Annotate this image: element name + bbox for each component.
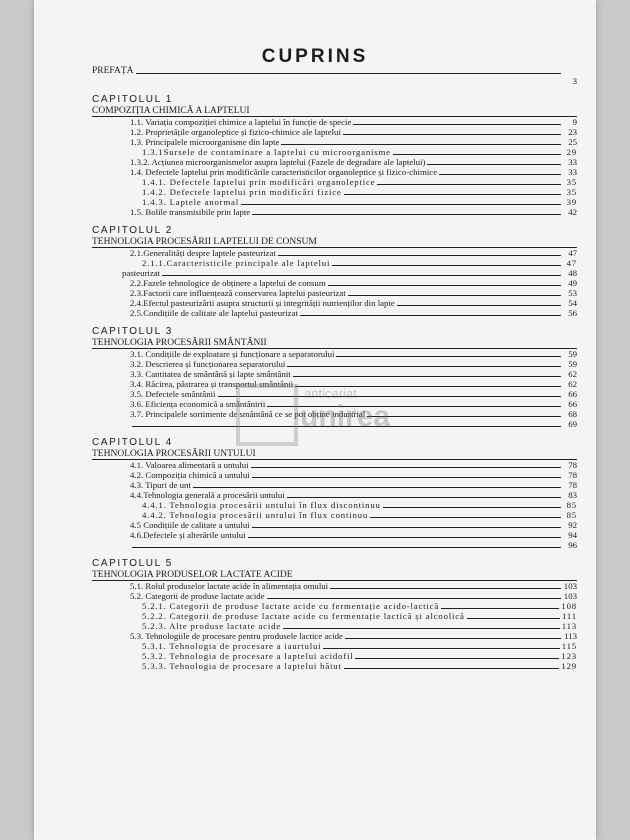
toc-entry-page: 78 [568, 480, 577, 490]
toc-entry-page: 123 [561, 651, 577, 661]
toc-entry-page: 94 [568, 530, 577, 540]
toc-entry-page: 92 [568, 520, 577, 530]
toc-entry-label: 4.5 Condițiile de calitate a untului [130, 520, 250, 530]
toc-entry-label: 3.7. Principalele sortimente de smântână ce se pot obține industrial [130, 409, 366, 419]
toc-entry-label: 5.1. Rolul produselor lactate acide în alimentația omului [130, 581, 329, 591]
leader-line [343, 134, 561, 135]
toc-entry [92, 157, 577, 167]
leader-line [267, 598, 561, 599]
toc-entry-page: 9 [572, 117, 577, 127]
preface-entry [92, 64, 577, 76]
leader-line [355, 658, 559, 659]
leader-line [132, 426, 561, 427]
leader-line [332, 265, 561, 266]
preface-page-row-page: 3 [572, 76, 577, 86]
toc-entry-label: 1.3. Principalele microorganisme din lapte [130, 137, 280, 147]
toc-entry [92, 470, 577, 480]
toc-entry-page: 78 [568, 470, 577, 480]
toc-entry [92, 520, 577, 530]
toc-entry-page: 39 [566, 197, 577, 207]
watermark-small-text: anticariat [304, 386, 357, 401]
leader-line [218, 396, 562, 397]
chapter-spacer [92, 429, 577, 437]
watermark-big-text: unirea [300, 400, 391, 433]
toc-entry-page: 113 [564, 631, 577, 641]
toc-entry [92, 288, 577, 298]
toc-entry-page: 33 [568, 167, 577, 177]
toc-entry [92, 127, 577, 137]
page-title: CUPRINS [261, 46, 369, 67]
toc-entry [92, 147, 577, 157]
toc-entry-page: 111 [562, 611, 577, 621]
toc-entry-page: 25 [568, 137, 577, 147]
chapter-spacer [92, 550, 577, 558]
toc-entry-page: 108 [561, 601, 577, 611]
leader-line [330, 588, 561, 589]
toc-entry-label: 1.2. Proprietățile organoleptice și fizico-chimice ale laptelui [130, 127, 341, 137]
leader-line [439, 174, 561, 175]
toc-entry [92, 379, 577, 389]
toc-entry [92, 167, 577, 177]
toc-entry [92, 349, 577, 359]
chapter-title: TEHNOLOGIA PROCESĂRII UNTULUI [92, 449, 577, 460]
toc-entry-label: 5.2. Categorii de produse lactate acide [130, 591, 265, 601]
toc-entry [92, 308, 577, 318]
toc-entry [92, 621, 577, 631]
leader-line [251, 467, 561, 468]
toc-entry-label: 2.1.Generalități despre laptele pasteurizat [130, 248, 276, 258]
toc-entry-label: 5.3.2. Tehnologia de procesare a laptelui acidofil [142, 651, 354, 661]
toc-entry [92, 460, 577, 470]
toc-entry-page: 47 [568, 248, 577, 258]
toc-entry [92, 641, 577, 651]
toc-entry [92, 651, 577, 661]
toc-entry [92, 500, 577, 510]
toc-entry-label: 1.4.1. Defectele laptelui prin modificări organoleptice [142, 177, 376, 187]
toc-entry [92, 409, 577, 419]
toc-entry-label: 4.4.2. Tehnologia procesării untului în flux continuu [142, 510, 369, 520]
leader-line [267, 406, 561, 407]
toc-entry [92, 661, 577, 671]
toc-entry-page: 47 [566, 258, 577, 268]
toc-entry [92, 258, 577, 268]
toc-entry [92, 490, 577, 500]
chapter-spacer [92, 318, 577, 326]
toc-entry [92, 298, 577, 308]
toc-entry-page: 68 [568, 409, 577, 419]
leader-line [283, 628, 560, 629]
toc-entry-label: pasteurizat [122, 268, 161, 278]
leader-line [136, 73, 561, 74]
leader-line [132, 547, 561, 548]
toc-entry [92, 581, 577, 591]
leader-line [393, 154, 561, 155]
toc-entry-label: 1.1. Variația compoziției chimice a laptelui în funcție de specie [130, 117, 352, 127]
toc-entry-page: 113 [561, 621, 577, 631]
leader-line [370, 517, 561, 518]
leader-line [467, 618, 560, 619]
toc-entry-page: 29 [566, 147, 577, 157]
toc-entry-label: 5.2.3. Alte produse lactate acide [142, 621, 282, 631]
toc-entry-page: 33 [568, 157, 577, 167]
toc-entry-label: 4.3. Tipuri de unt [130, 480, 191, 490]
toc-entry [92, 480, 577, 490]
toc-entry-label: 1.3.1Sursele de contaminare a laptelui cu microorganisme [142, 147, 391, 157]
chapter-number: CAPITOLUL 2 [92, 225, 173, 236]
leader-line [287, 366, 561, 367]
toc-entry-page: 129 [561, 661, 577, 671]
toc-entry-label: 3.5. Defectele smântânii [130, 389, 216, 399]
toc-entry [92, 359, 577, 369]
toc-entry-label: 1.3.2. Acțiunea microorganismelor asupra laptelui (Fazele de degradare ale laptelui) [130, 157, 426, 167]
leader-line [278, 255, 561, 256]
toc-entry-page: 42 [568, 207, 577, 217]
toc-entry-label: 2.4.Efectul pasteurizării asupra structurii și integrității nutrienților din lapte [130, 298, 395, 308]
leader-line [427, 164, 561, 165]
toc-entry-page: 96 [568, 540, 577, 550]
toc-entry-page: 23 [568, 127, 577, 137]
toc-entry-label: 5.2.2. Categorii de produse lactate acide cu fermentație lactică și alcoolică [142, 611, 465, 621]
toc-entry-page: 35 [566, 187, 577, 197]
leader-line [377, 184, 561, 185]
toc-entry-label: 2.3.Factorii care influențează conservarea laptelui pasteurizat [130, 288, 346, 298]
toc-entry [92, 187, 577, 197]
toc-entry [92, 207, 577, 217]
toc-entry-label: 5.3.1. Tehnologia de procesare a iaurtului [142, 641, 322, 651]
leader-line [367, 416, 561, 417]
leader-line [295, 386, 561, 387]
toc-entry-label: 1.4.3. Laptele anormal [142, 197, 239, 207]
document-page [34, 0, 596, 840]
toc-entry-label: 4.6.Defectele și alterările untului [130, 530, 246, 540]
leader-line [300, 315, 561, 316]
toc-entry [92, 601, 577, 611]
leader-line [344, 194, 561, 195]
toc-entry-page: 56 [568, 308, 577, 318]
toc-entry-label: 2.2.Fazele tehnologice de obținere a laptelui de consum [130, 278, 326, 288]
toc-entry [92, 591, 577, 601]
leader-line [441, 608, 559, 609]
toc-entry-page: 66 [568, 399, 577, 409]
toc-entry-label: 5.3.3. Tehnologia de procesare a laptelui bătut [142, 661, 342, 671]
toc-entry [92, 530, 577, 540]
toc-entry-label: 4.2. Compoziția chimică a untului [130, 470, 250, 480]
toc-entry-page: 115 [561, 641, 577, 651]
leader-line [287, 497, 561, 498]
toc-entry-label: 3.6. Eficiența economică a smântânirii [130, 399, 266, 409]
toc-entry-label: 2.5.Condițiile de calitate ale laptelui pasteurizat [130, 308, 298, 318]
toc-entry-label: 1.5. Bolile transmisibile prin lapte [130, 207, 251, 217]
toc-entry-label: 1.4.2. Defectele laptelui prin modificări fizice [142, 187, 342, 197]
toc-entry-label: 3.3. Cantitatea de smântână și lapte smântânit [130, 369, 291, 379]
toc-entry-page: 69 [568, 419, 577, 429]
toc-entry-page: 59 [568, 349, 577, 359]
leader-line [252, 477, 561, 478]
toc-entry-label: 5.3. Tehnologiile de procesare pentru produsele lactice acide [130, 631, 343, 641]
leader-line [281, 144, 561, 145]
toc-entry-label: 4.1. Valoarea alimentară a untului [130, 460, 249, 470]
leader-line [293, 376, 561, 377]
toc-entry-page: 62 [568, 379, 577, 389]
toc-entry [92, 137, 577, 147]
toc-entry-label: 3.4. Răcirea, păstrarea și transportul smântânii [130, 379, 294, 389]
leader-line [252, 527, 561, 528]
toc-entry-label: 4.4.Tehnologia generală a procesării untului [130, 490, 285, 500]
toc-entry [92, 117, 577, 127]
leader-line [252, 214, 561, 215]
leader-line [344, 668, 560, 669]
chapter-title: TEHNOLOGIA PROCESĂRII LAPTELUI DE CONSUM [92, 237, 577, 248]
chapter-number: CAPITOLUL 1 [92, 94, 173, 105]
toc-entry-label: 3.1. Condițiile de exploatare și funcționare a separatorului [130, 349, 335, 359]
toc-entry-label: 1.4. Defectele laptelui prin modificările caracteristicilor organoleptice și fizico-chimice [130, 167, 438, 177]
toc-entry [92, 510, 577, 520]
leader-line [328, 285, 561, 286]
toc-entry [92, 399, 577, 409]
toc-entry [92, 389, 577, 399]
leader-line [353, 124, 561, 125]
toc-entry-page: 83 [568, 490, 577, 500]
leader-line [348, 295, 561, 296]
toc-entry-page: 78 [568, 460, 577, 470]
chapter-title: COMPOZIȚIA CHIMICĂ A LAPTELUI [92, 106, 577, 117]
toc-entry [92, 177, 577, 187]
leader-line [336, 356, 561, 357]
toc-entry-page: 66 [568, 389, 577, 399]
leader-line [162, 275, 561, 276]
toc-entry [92, 611, 577, 621]
table-of-contents [92, 64, 577, 671]
leader-line [248, 537, 561, 538]
chapter-number: CAPITOLUL 3 [92, 326, 173, 337]
toc-entry-label: 2.1.1.Caracteristicile principale ale laptelui [142, 258, 331, 268]
toc-entry-label: 3.2. Descrierea și funcționarea separatorului [130, 359, 286, 369]
toc-entry-page: 103 [563, 591, 577, 601]
toc-entry-page: 54 [568, 298, 577, 308]
chapter-title: TEHNOLOGIA PROCESĂRII SMÂNTÂNII [92, 338, 577, 349]
toc-entry-page: 103 [563, 581, 577, 591]
toc-entry-page: 48 [568, 268, 577, 278]
toc-entry [92, 540, 577, 550]
toc-entry [92, 631, 577, 641]
chapter-spacer [92, 86, 577, 94]
toc-entry [92, 369, 577, 379]
leader-line [383, 507, 561, 508]
toc-entry-label: 4.4.1. Tehnologia procesării untului în flux discontinuu [142, 500, 381, 510]
leader-line [241, 204, 561, 205]
toc-entry-page: 59 [568, 359, 577, 369]
chapter-number: CAPITOLUL 5 [92, 558, 173, 569]
preface-page-row [92, 76, 577, 86]
toc-entry [92, 419, 577, 429]
chapter-number: CAPITOLUL 4 [92, 437, 173, 448]
toc-entry-page: 35 [566, 177, 577, 187]
leader-line [193, 487, 561, 488]
toc-entry-label: 5.2.1. Categorii de produse lactate acide cu fermentație acido-lactică [142, 601, 440, 611]
toc-entry-page: 49 [568, 278, 577, 288]
toc-entry-page: 85 [566, 500, 577, 510]
leader-line [397, 305, 561, 306]
chapter-spacer [92, 217, 577, 225]
leader-line [323, 648, 559, 649]
toc-entry [92, 197, 577, 207]
toc-entry-page: 53 [568, 288, 577, 298]
preface-entry-label: PREFAȚĂ [92, 66, 134, 76]
toc-entry [92, 268, 577, 278]
chapter-title: TEHNOLOGIA PRODUSELOR LACTATE ACIDE [92, 570, 577, 581]
toc-entry [92, 248, 577, 258]
toc-entry-page: 62 [568, 369, 577, 379]
toc-entry-page: 85 [566, 510, 577, 520]
toc-entry [92, 278, 577, 288]
leader-line [345, 638, 561, 639]
